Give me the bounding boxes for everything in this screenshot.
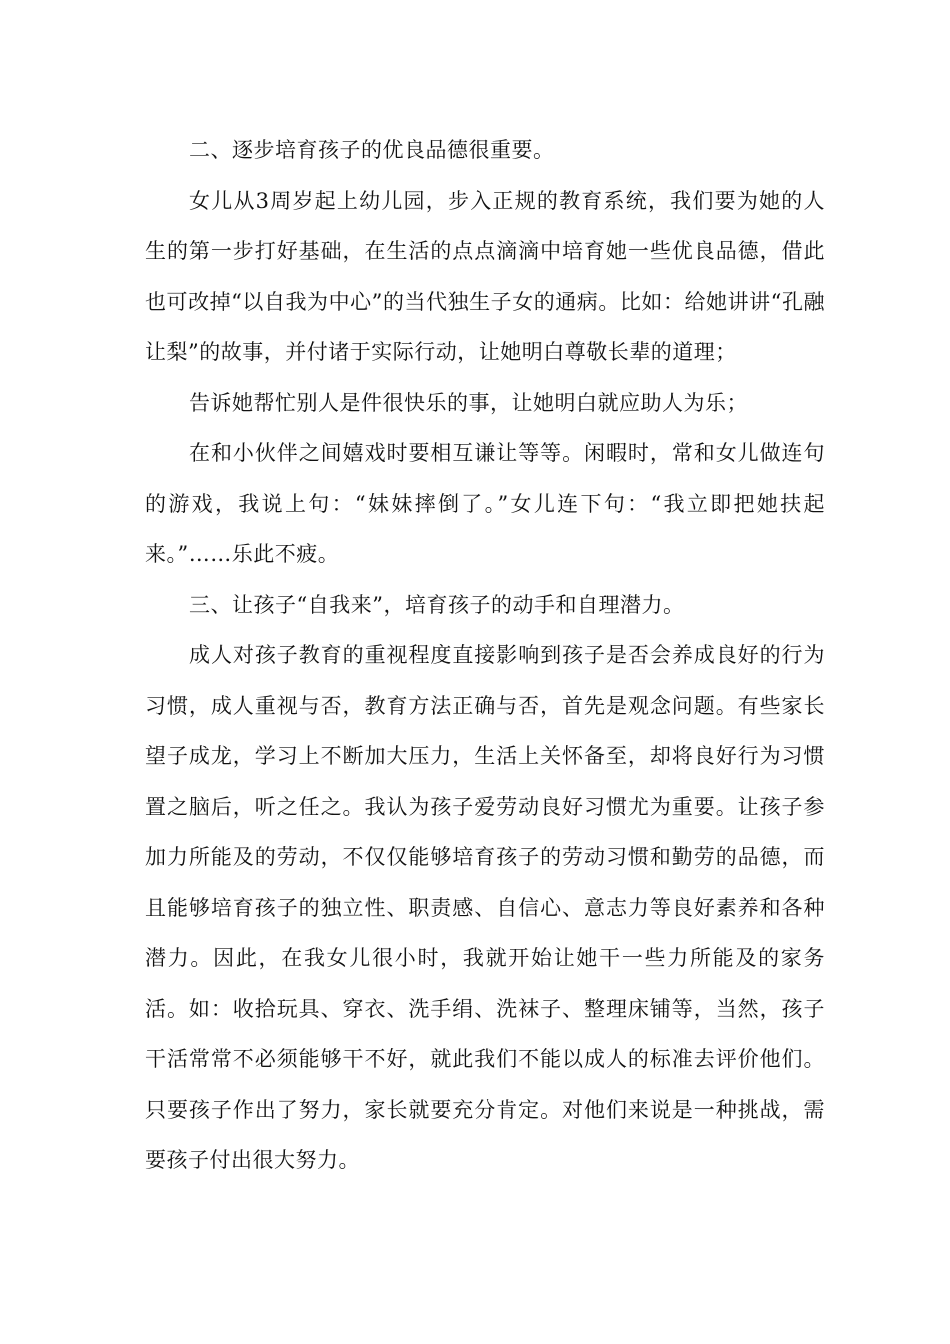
paragraph-heading-3: 三、让孩子“自我来”，培育孩子的动手和自理潜力。 [189,592,685,617]
paragraph: 女儿从3周岁起上幼儿园，步入正规的教育系统，我们要为她的人生的第一步打好基础，在生活的点点滴滴中培育她一些优良品德，借此也可改掉“以自我为中心”的当代独生子女的通病。比如：给她讲讲“孔融让梨”的故事，并付诸于实际行动，让她明白尊敬长辈的道理； [145,188,825,364]
paragraph-heading-2: 二、逐步培育孩子的优良品德很重要。 [189,138,555,162]
paragraph: 在和小伙伴之间嬉戏时要相互谦让等等。闲暇时，常和女儿做连句的游戏，我说上句：“妹妹摔倒了。”女儿连下句：“我立即把她扶起来。”……乐此不疲。 [145,441,825,566]
paragraph: 成人对孩子教育的重视程度直接影响到孩子是否会养成良好的行为习惯，成人重视与否，教育方法正确与否，首先是观念问题。有些家长望子成龙，学习上不断加大压力，生活上关怀备至，却将良好行为习惯置之脑后，听之任之。我认为孩子爱劳动良好习惯尤为重要。让孩子参加力所能及的劳动，不仅仅能够培育孩子的劳动习惯和勤劳的品德，而且能够培育孩子的独立性、职责感、自信心、意志力等良好素养和各种潜力。因此，在我女儿很小时，我就开始让她干一些力所能及的家务活。如：收拾玩具、穿衣、洗手绢、洗袜子、整理床铺等，当然，孩子干活常常不必须能够干不好，就此我们不能以成人的标准去评价他们。只要孩子作出了努力，家长就要充分肯定。对他们来说是一种挑战，需要孩子付出很大努力。 [145,643,825,1172]
paragraph: 告诉她帮忙别人是件很快乐的事，让她明白就应助人为乐； [189,390,748,415]
document-body [145,125,825,1186]
